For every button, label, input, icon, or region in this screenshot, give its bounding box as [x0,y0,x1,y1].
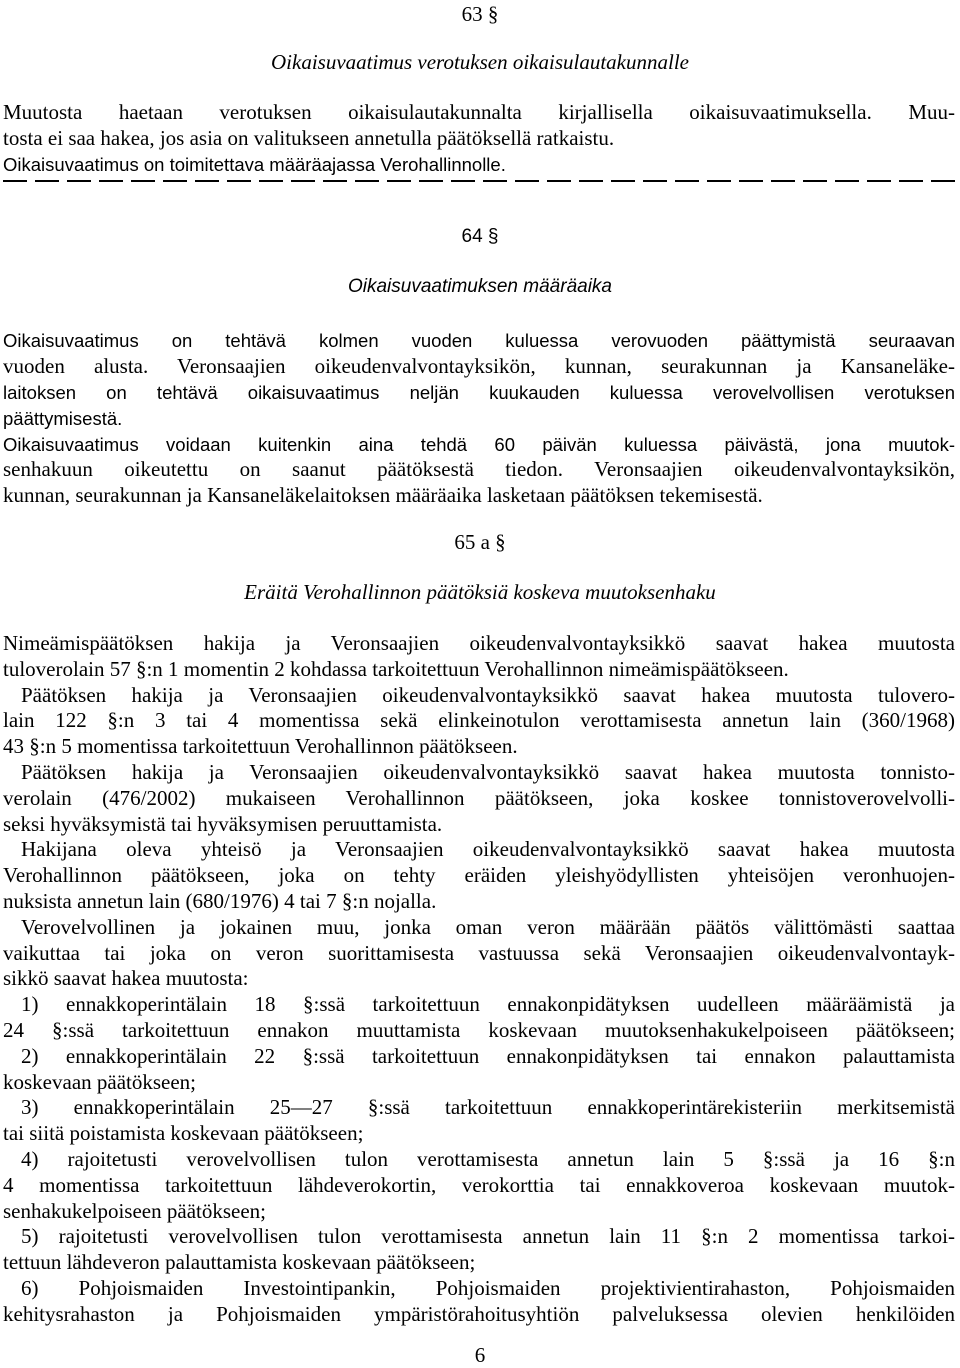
section-64-body-2 [3,457,955,509]
list-item-line: senhakukelpoiseen päätökseen; [3,1198,266,1223]
list-item-line: 1) ennakkoperintälain 18 §:ssä tarkoitettuun ennakonpidätyksen uudelleen määräämistä ja [21,992,955,1017]
paragraph-line: verolain (476/2002) mukaiseen Verohallinnon päätökseen, joka koskee tonnistoverovelvolli- [3,785,955,810]
list-item-line: 5) rajoitetusti verovelvollisen tulon verottamisesta annetun lain 11 §:n 2 momentissa tarkoi- [21,1224,955,1249]
list-item-line: 4 momentissa tarkoitettuun lähdeverokortin, verokorttia tai ennakkoveroa koskevaan muutok- [3,1172,955,1197]
section-65a-body [3,631,955,1328]
paragraph-line: kunnan, seurakunnan ja Kansaneläkelaitoksen määräaika lasketaan päätöksen tekemisestä. [3,482,763,507]
list-item-line: 24 §:ssä tarkoitettuun ennakon muuttamista koskevaan muutoksenhakukelpoiseen päätökseen; [3,1017,955,1042]
list-item-line: 2) ennakkoperintälain 22 §:ssä tarkoitettuun ennakonpidätyksen tai ennakon palauttamista [21,1043,955,1068]
list-item-line: tai siitä poistamista koskevaan päätökseen; [3,1121,364,1146]
list-item-line: 6) Pohjoismaiden Investointipankin, Pohjoismaiden projektivientirahaston, Pohjoismaiden [21,1275,955,1300]
paragraph-line: lain 122 §:n 3 tai 4 momentissa sekä elinkeinotulon verottamisesta annetun lain (360/1968) [3,708,955,733]
paragraph-line: Hakijana oleva yhteisö ja Veronsaajien oikeudenvalvontayksikkö saavat hakea muutosta [21,837,955,862]
list-item-line: tettuun lähdeveron palauttamista koskevaan päätökseen; [3,1250,476,1275]
paragraph-line: Muutosta haetaan verotuksen oikaisulautakunnalta kirjallisella oikaisuvaatimuksella. Muu- [3,100,955,124]
paragraph-line: vaikuttaa tai joka on veron suorittamisesta vastuussa sekä Veronsaajien oikeudenvalvontayk- [3,940,955,965]
list-item-line: 4) rajoitetusti verovelvollisen tulon verottamisesta annetun lain 5 §:ssä ja 16 §:n [21,1146,955,1171]
paragraph-line: senhakuun oikeutettu on saanut päätöksestä tiedon. Veronsaajien oikeudenvalvontayksikön, [3,457,955,481]
paragraph-line: vuoden alusta. Veronsaajien oikeudenvalvontayksikön, kunnan, seurakunnan ja Kansaneläke- [3,354,955,378]
paragraph-line: Verohallinnon päätökseen, joka on tehty eräiden yleishyödyllisten yhteisöjen veronhuojen- [3,863,955,888]
paragraph-line: sikkö saavat hakea muutosta: [3,966,249,991]
paragraph-line: 43 §:n 5 momentissa tarkoitettuun Verohallinnon päätökseen. [3,734,518,759]
list-item-line: 3) ennakkoperintälain 25—27 §:ssä tarkoitettuun ennakkoperintärekisteriin merkitsemistä [21,1095,955,1120]
paragraph-line: Oikaisuvaatimus on tehtävä kolmen vuoden kuluessa verovuoden päättymistä seuraavan [3,330,955,351]
section-64-number: 64 § [461,226,499,247]
section-64-body-sans [3,328,955,354]
dashed-separator [3,180,955,182]
paragraph-line: nuksista annetun lain (680/1976) 4 tai 7 §:n nojalla. [3,888,437,913]
paragraph-line: tuloverolain 57 §:n 1 momentin 2 kohdassa tarkoitettuun Verohallinnon nimeämispäätökseen. [3,656,789,681]
paragraph-line: seksi hyväksymistä tai hyväksymisen peruuttamista. [3,811,443,836]
paragraph-line: laitoksen on tehtävä oikaisuvaatimus neljän kuukauden kuluessa verovelvollisen verotuksen [3,382,955,403]
paragraph-line: Nimeämispäätöksen hakija ja Veronsaajien oikeudenvalvontayksikkö saavat hakea muutosta [3,631,955,655]
paragraph-line: Päätöksen hakija ja Veronsaajien oikeudenvalvontayksikkö saavat hakea muutosta tulovero- [21,682,955,707]
paragraph-line: Päätöksen hakija ja Veronsaajien oikeudenvalvontayksikkö saavat hakea muutosta tonnisto- [21,759,955,784]
section-63-title: Oikaisuvaatimus verotuksen oikaisulautakunnalle [271,50,689,74]
list-item-line: koskevaan päätökseen; [3,1069,197,1094]
section-65a-title: Eräitä Verohallinnon päätöksiä koskeva muutoksenhaku [244,580,716,604]
section-64-title: Oikaisuvaatimuksen määräaika [347,276,612,297]
paragraph-line: Verovelvollinen ja jokainen muu, jonka oman veron määrään päätös välittömästi saattaa [21,914,955,939]
paragraph-line: Oikaisuvaatimus voidaan kuitenkin aina tehdä 60 päivän kuluessa päivästä, jona muutok- [3,433,955,455]
section-64-body-sans-2 [3,380,955,457]
list-item-line: kehitysrahaston ja Pohjoismaiden ympäristörahoitusyhtiön palveluksessa olevien henkilöiden [3,1301,955,1326]
section-65a-number: 65 a § [454,530,506,554]
paragraph-line: Oikaisuvaatimus on toimitettava määräajassa Verohallinnolle. [3,154,506,175]
section-63-body-sans [3,152,955,178]
section-63-body [3,100,955,152]
paragraph-line: tosta ei saa hakea, jos asia on valitukseen annetulla päätöksellä ratkaistu. [3,125,615,150]
paragraph-line: päättymisestä. [3,407,123,429]
section-64-body [3,354,955,380]
section-63-number: 63 § [461,2,499,26]
page-number: 6 [474,1343,486,1367]
